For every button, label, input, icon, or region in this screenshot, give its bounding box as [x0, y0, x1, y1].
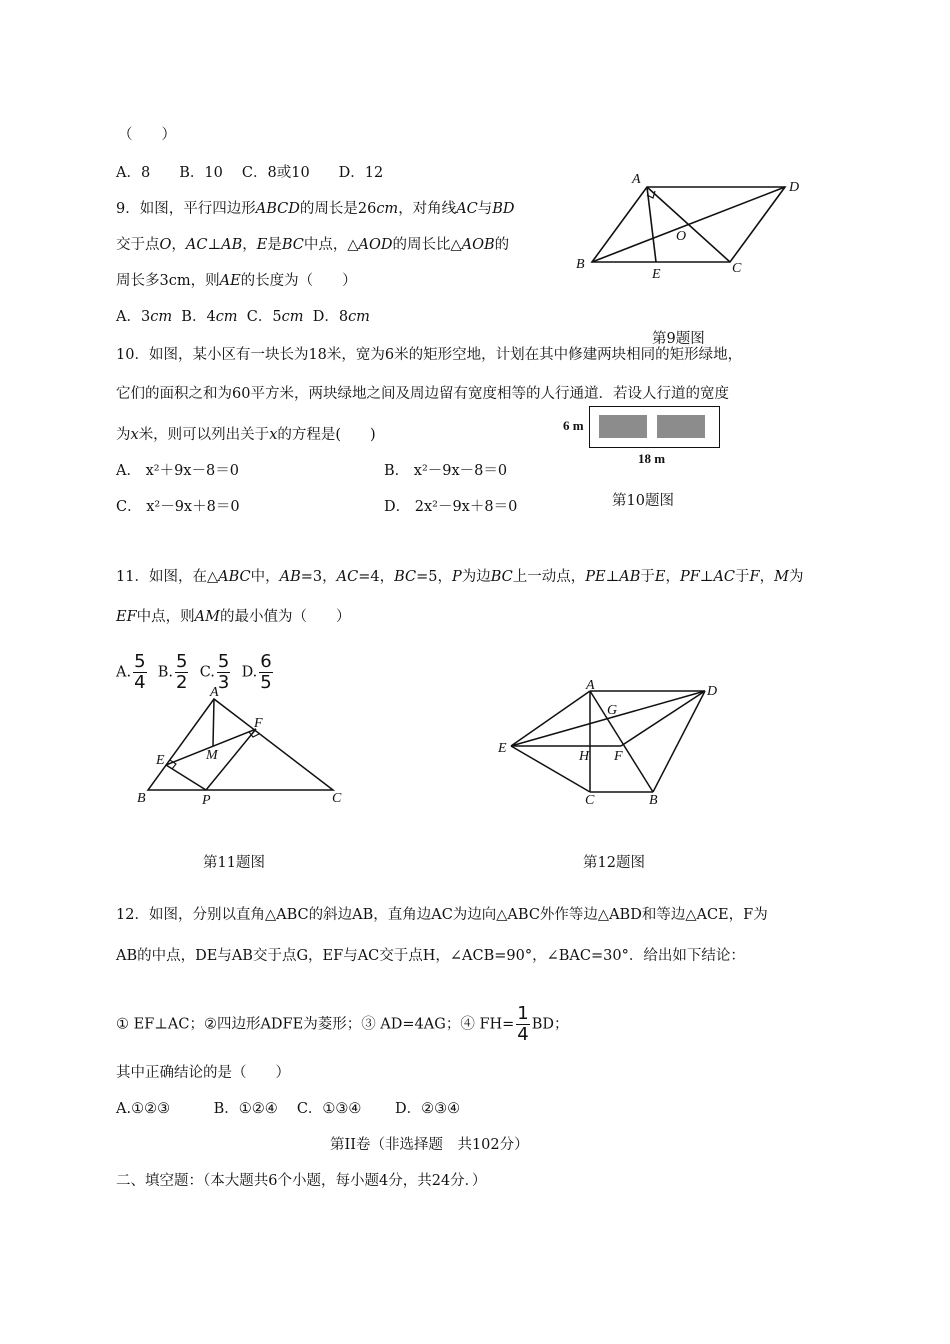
label-a: A [586, 678, 595, 693]
label-b: B [576, 257, 585, 272]
q11-triangle-figure [130, 685, 360, 810]
label-a: A [632, 172, 641, 187]
frac-one-quarter: $\frac{1}{4}$ [517, 1003, 529, 1045]
q10-option-d: D． 2x²－9x＋8＝0 [384, 499, 518, 515]
width-label: 6 m [563, 418, 584, 433]
q11-options: A. $\frac{5}{4}$ B. $\frac{5}{2}$ C. $\frac{5}{3}$ D. $\frac{6}{5}$ [116, 651, 272, 693]
q11-line1: 11．如图，在△ABC中，AB=3，AC=4，BC=5，P为边BC上一动点，PE⊥AB于E，PF⊥AC于F，M为 [116, 569, 804, 585]
rect-plot [589, 406, 720, 448]
label-c: C [732, 261, 742, 276]
frac-b: $\frac{5}{2}$ [176, 651, 188, 693]
label-f: F [614, 749, 623, 764]
segment-ea [511, 691, 590, 746]
q12-caption: 第12题图 [583, 855, 645, 871]
segment-db [653, 691, 705, 792]
label-b: B [137, 791, 146, 806]
segment-fd [621, 691, 705, 746]
label-g: G [607, 703, 618, 718]
label-p: P [202, 793, 211, 808]
q12-question: 其中正确结论的是（ ） [116, 1065, 290, 1081]
q10-option-b: B． x²－9x－8＝0 [384, 463, 508, 479]
label-a: A [210, 685, 219, 700]
q10-line3: 为x米，则可以列出关于x的方程是( ) [116, 427, 376, 443]
label-c: C [332, 791, 342, 806]
green-area-2 [657, 415, 705, 438]
section-title: 第II卷（非选择题 共102分） [330, 1137, 529, 1153]
prev-question-bracket: （ ） [118, 127, 176, 143]
segment-ed [511, 691, 705, 746]
q9-caption: 第9题图 [652, 331, 705, 347]
q12-line1: 12．如图，分别以直角△ABC的斜边AB，直角边AC为边向△ABC外作等边△ABD和等边△ACE，F为 [116, 907, 768, 923]
label-m: M [206, 748, 218, 763]
q12-figure [495, 680, 735, 810]
label-d: D [707, 684, 718, 699]
label-h: H [579, 749, 590, 764]
label-e: E [652, 267, 661, 282]
label-f: F [254, 716, 263, 731]
frac-d: $\frac{6}{5}$ [260, 651, 272, 693]
q12-line2: AB的中点，DE与AB交于点G，EF与AC交于点H，∠ACB=90°，∠BAC=30°．给出如下结论： [116, 948, 745, 964]
length-label: 18 m [638, 451, 666, 466]
q8-options: A．8 B．10 C．8或10 D．12 [116, 165, 384, 181]
q10-option-a: A． x²＋9x－8＝0 [116, 463, 239, 479]
segment-ae [647, 187, 656, 262]
green-area-1 [599, 415, 647, 438]
frac-c: $\frac{5}{3}$ [217, 651, 230, 693]
q9-line1: 9．如图，平行四边形ABCD的周长是26cm，对角线AC与BD [116, 201, 515, 217]
diagonal-bd [592, 187, 785, 262]
label-c: C [585, 793, 595, 808]
frac-a: $\frac{5}{4}$ [134, 651, 146, 693]
segment-am [213, 699, 214, 746]
q10-caption: 第10题图 [612, 493, 674, 509]
q12-options: A.①②③ B．①②④ C．①③④ D．②③④ [116, 1101, 461, 1117]
q11-caption: 第11题图 [203, 855, 265, 871]
q12-conclusions: ① EF⊥AC；②四边形ADFE为菱形；③ AD=4AG；④ FH= $\frac{1}{4}$ BD； [116, 1003, 569, 1045]
label-d: D [789, 180, 800, 195]
q9-options: A．3cm B．4cm C．5cm D．8cm [116, 309, 370, 325]
q11-line2: EF中点，则AM的最小值为（ ） [116, 609, 351, 625]
q10-line1: 10．如图，某小区有一块长为18米，宽为6米的矩形空地，计划在其中修建两块相同的矩形绿地， [116, 347, 743, 363]
q9-parallelogram-figure [570, 170, 830, 290]
section-2-heading: 二、填空题：（本大题共6个小题，每小题4分，共24分．） [116, 1173, 487, 1189]
label-e: E [498, 741, 507, 756]
q9-line2: 交于点O，AC⊥AB，E是BC中点，△AOD的周长比△AOB的 [116, 237, 510, 253]
segment-ab [590, 691, 653, 792]
q10-line2: 它们的面积之和为60平方米，两块绿地之间及周边留有宽度相等的人行通道．若设人行道的宽度 [116, 386, 729, 402]
label-o: O [676, 229, 687, 244]
q10-option-c: C． x²－9x＋8＝0 [116, 499, 240, 515]
q9-line3: 周长多3cm，则AE的长度为（ ） [116, 273, 357, 289]
label-e: E [156, 753, 165, 768]
triangle-abc [148, 699, 333, 790]
label-b: B [649, 793, 658, 808]
